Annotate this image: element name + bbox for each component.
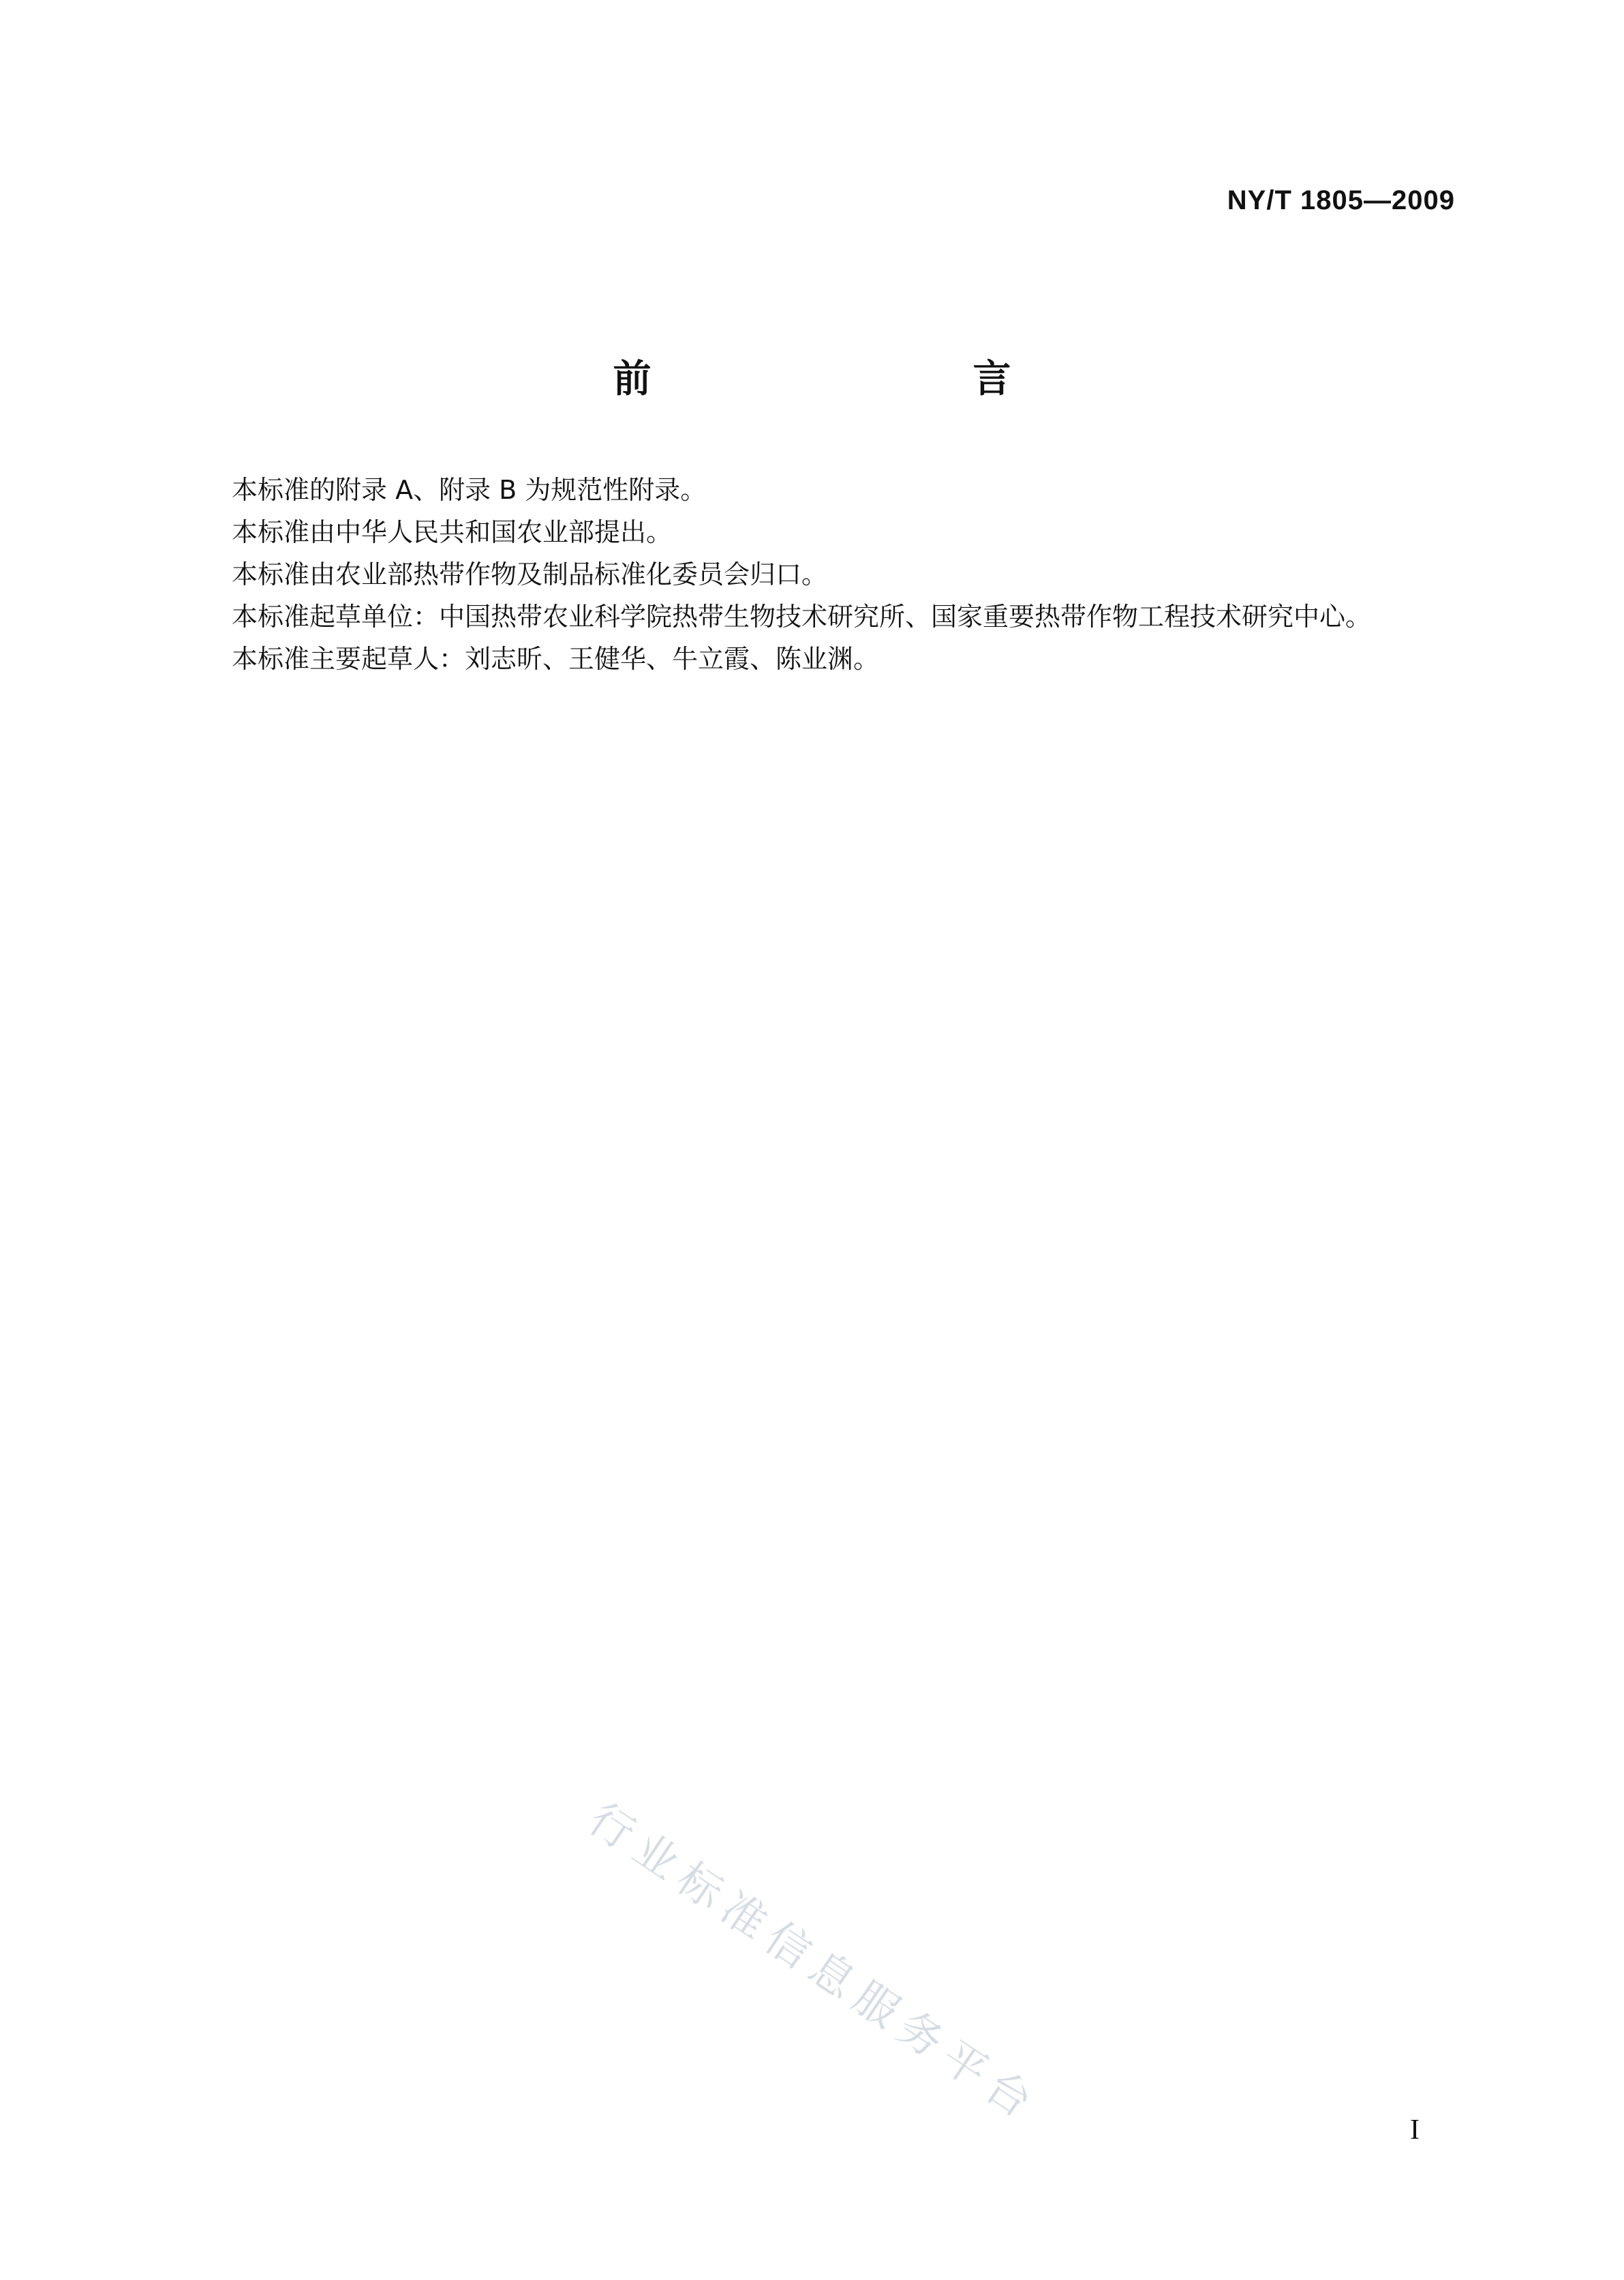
paragraph-annex: 本标准的附录 A、附录 B 为规范性附录。 [232,475,707,505]
page-title: 前 言 [613,357,1093,401]
preface-body [174,469,1456,680]
paragraph-proposer: 本标准由中华人民共和国农业部提出。 [232,517,673,547]
standard-code: NY/T 1805—2009 [1227,185,1455,215]
page-number: I [1410,2114,1420,2146]
paragraph-drafters: 本标准主要起草人：刘志昕、王健华、牛立霞、陈业渊。 [232,644,880,674]
paragraph-drafting-units: 本标准起草单位：中国热带农业科学院热带生物技术研究所、国家重要热带作物工程技术研究中心。 [232,602,1372,632]
watermark-text: 行业标准信息服务平台 [579,1793,1049,2133]
paragraph-committee: 本标准由农业部热带作物及制品标准化委员会归口。 [232,559,828,589]
